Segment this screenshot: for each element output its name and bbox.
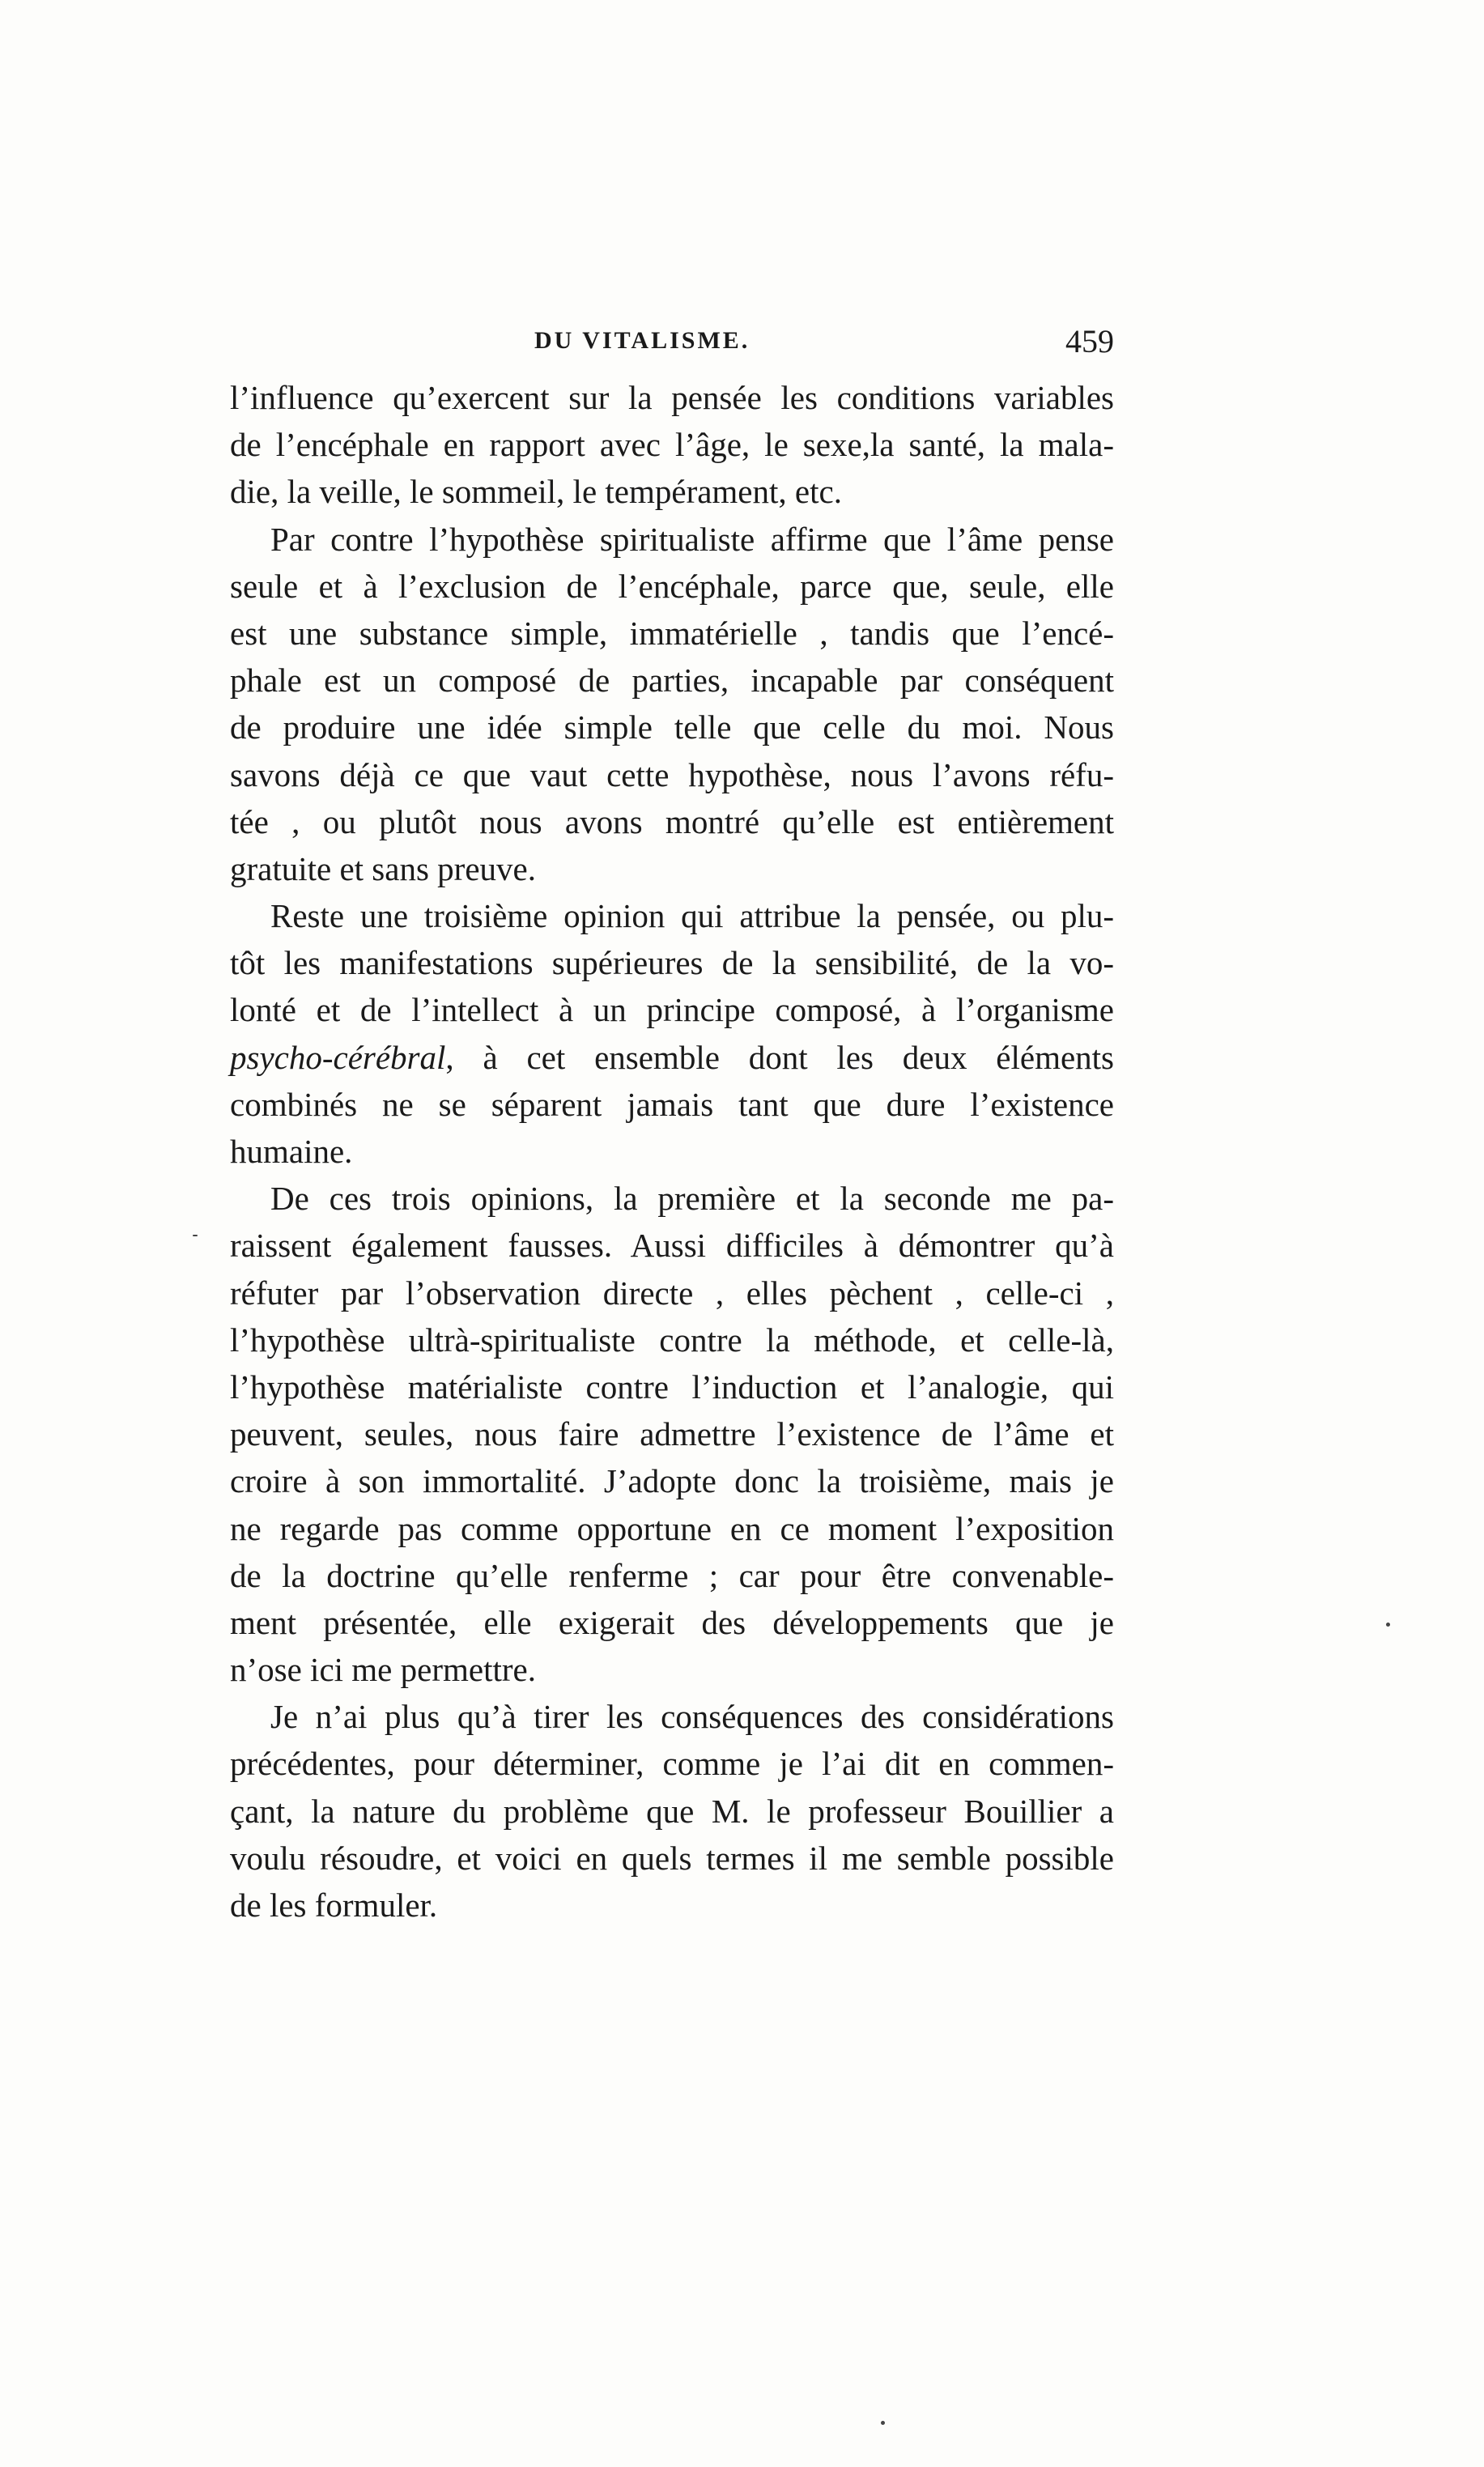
text-line: de l’encéphale en rapport avec l’âge, le sexe,la santé, la mala- — [230, 426, 1114, 464]
italic-term: psycho-cérébral — [230, 1038, 446, 1076]
scan-speck — [193, 1235, 198, 1236]
text-line: de produire une idée simple telle que celle du moi. Nous — [230, 708, 1114, 746]
text-line: de la doctrine qu’elle renferme ; car pour être convenable- — [230, 1556, 1114, 1594]
text-line: l’influence qu’exercent sur la pensée les conditions variables — [230, 379, 1114, 416]
text-line: ment présentée, elle exigerait des développements que je — [230, 1603, 1114, 1641]
page-number: 459 — [1065, 323, 1114, 359]
paragraph-2 — [230, 516, 1114, 893]
text-line: combinés ne se séparent jamais tant que dure l’existence — [230, 1085, 1114, 1123]
text-line: Reste une troisième opinion qui attribue la pensée, ou plu- — [270, 897, 1114, 935]
text-line: l’hypothèse matérialiste contre l’induction et l’analogie, qui — [230, 1367, 1114, 1406]
text-line: lonté et de l’intellect à un principe composé, à l’organisme — [230, 991, 1114, 1029]
text-line-with-italic — [230, 1034, 1114, 1081]
text-line: ne regarde pas comme opportune en ce moment l’exposition — [230, 1509, 1114, 1547]
paragraph-3 — [230, 892, 1114, 1175]
running-head-title: DU VITALISME. — [534, 327, 751, 354]
paragraph-4 — [230, 1175, 1114, 1693]
body-text — [230, 374, 1114, 1929]
text-line: tôt les manifestations supérieures de la sensibilité, de la vo- — [230, 944, 1114, 982]
text-line: De ces trois opinions, la première et la seconde me pa- — [270, 1180, 1114, 1218]
text-line: die, la veille, le sommeil, le tempérament, etc. — [230, 473, 842, 511]
text-line: réfuter par l’observation directe , elles pèchent , celle-ci , — [230, 1274, 1114, 1312]
text-line: est une substance simple, immatérielle , tandis que l’encé- — [230, 614, 1114, 652]
paragraph-1 — [230, 374, 1114, 516]
text-line: n’ose ici me permettre. — [230, 1651, 536, 1689]
text-line-rest: , à cet ensemble dont les deux éléments — [445, 1038, 1114, 1076]
text-line: gratuite et sans preuve. — [230, 849, 536, 887]
text-line: peuvent, seules, nous faire admettre l’existence de l’âme et — [230, 1415, 1114, 1453]
text-line: savons déjà ce que vaut cette hypothèse, nous l’avons réfu- — [230, 755, 1114, 793]
text-line: de les formuler. — [230, 1886, 438, 1924]
text-line: seule et à l’exclusion de l’encéphale, parce que, seule, elle — [230, 567, 1114, 605]
text-line: précédentes, pour déterminer, comme je l’ai dit en commen- — [230, 1745, 1114, 1783]
text-line: phale est un composé de parties, incapable par conséquent — [230, 661, 1114, 700]
text-line: humaine. — [230, 1133, 353, 1170]
text-line: croire à son immortalité. J’adopte donc la troisième, mais je — [230, 1462, 1114, 1500]
scan-speck — [1386, 1623, 1390, 1627]
paragraph-5 — [230, 1693, 1114, 1929]
text-line: tée , ou plutôt nous avons montré qu’elle est entièrement — [230, 802, 1114, 840]
text-line: Par contre l’hypothèse spiritualiste affirme que l’âme pense — [270, 520, 1114, 558]
scan-speck — [881, 2421, 885, 2425]
text-line: çant, la nature du problème que M. le professeur Bouillier a — [230, 1792, 1114, 1830]
text-line: voulu résoudre, et voici en quels termes il me semble possible — [230, 1839, 1114, 1877]
text-line: raissent également fausses. Aussi difficiles à démontrer qu’à — [230, 1227, 1114, 1265]
text-line: l’hypothèse ultrà-spiritualiste contre la méthode, et celle-là, — [230, 1321, 1114, 1359]
text-line: Je n’ai plus qu’à tirer les conséquences des considérations — [270, 1698, 1114, 1736]
